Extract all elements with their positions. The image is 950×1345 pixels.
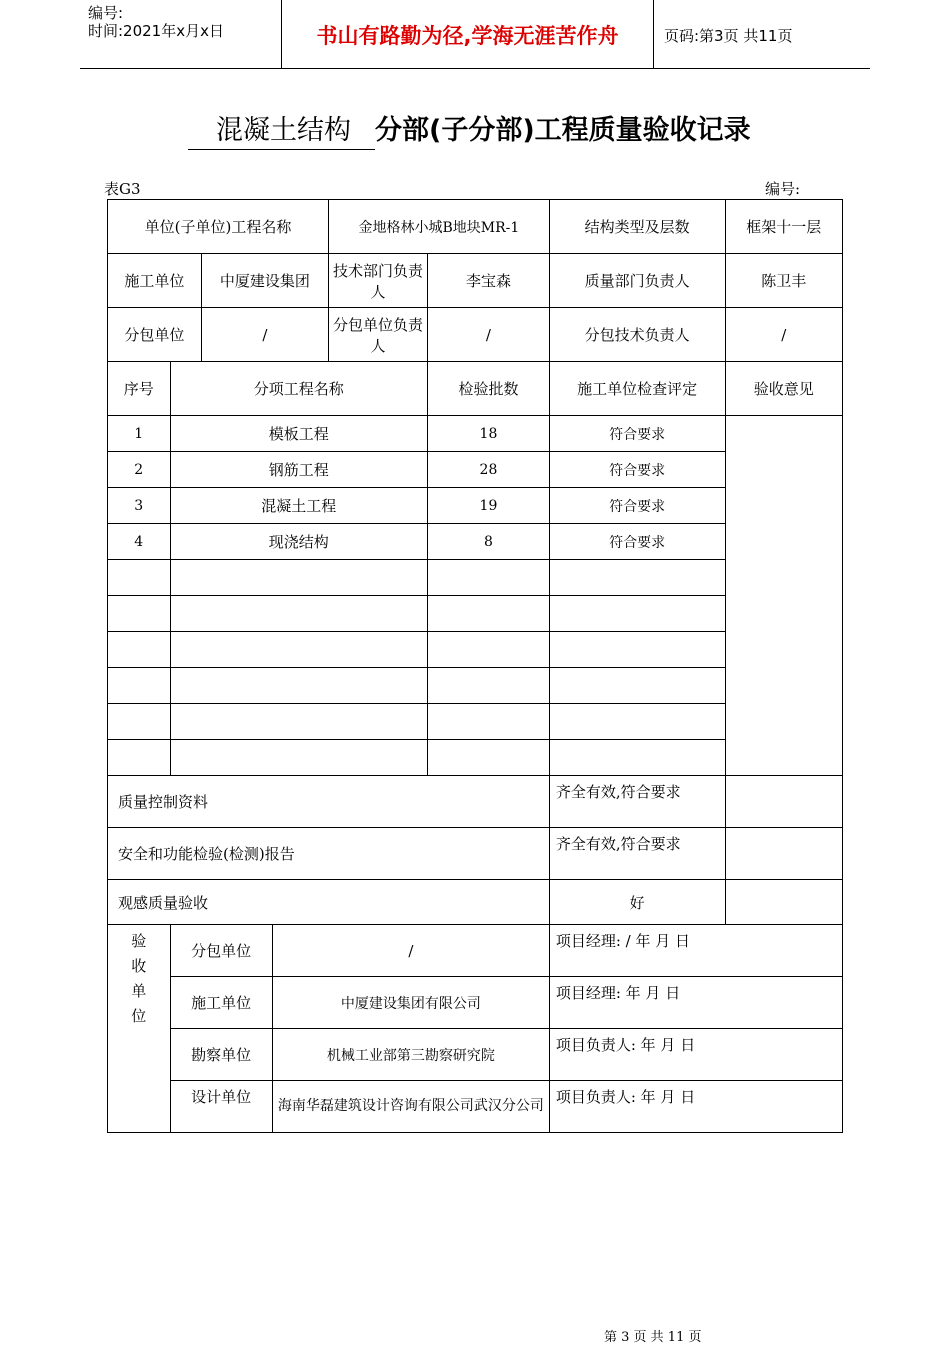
project-name-label: 单位(子单位)工程名称 bbox=[108, 200, 329, 254]
item-no: 3 bbox=[108, 488, 171, 524]
sub-tech-label: 分包技术负责人 bbox=[549, 308, 725, 362]
item-batches: 18 bbox=[428, 416, 550, 452]
safety-row bbox=[108, 828, 843, 880]
project-info-row bbox=[108, 200, 843, 254]
appearance-label: 观感质量验收 bbox=[108, 880, 550, 925]
quality-docs-row bbox=[108, 776, 843, 828]
acceptance-sign: 项目负责人: 年 月 日 bbox=[549, 1081, 842, 1133]
structure-value: 框架十一层 bbox=[725, 200, 843, 254]
page-header bbox=[80, 0, 870, 69]
acceptance-unit-label: 分包单位 bbox=[170, 925, 272, 977]
col-no: 序号 bbox=[108, 362, 171, 416]
acceptance-record-table bbox=[107, 199, 843, 1133]
acceptance-sign: 项目负责人: 年 月 日 bbox=[549, 1029, 842, 1081]
col-check: 施工单位检查评定 bbox=[549, 362, 725, 416]
sub-label: 分包单位 bbox=[108, 308, 202, 362]
table-row bbox=[108, 416, 843, 452]
table-code: 表G3 bbox=[104, 180, 141, 198]
items-header-row bbox=[108, 362, 843, 416]
time-label: 时间:2021年x月x日 bbox=[88, 22, 224, 40]
project-name: 金地格林小城B地块MR-1 bbox=[328, 200, 549, 254]
acceptance-unit: / bbox=[272, 925, 549, 977]
title-rest: 分部(子分部)工程质量验收记录 bbox=[375, 115, 751, 146]
col-opinion: 验收意见 bbox=[725, 362, 843, 416]
item-batches: 28 bbox=[428, 452, 550, 488]
title-underlined: 混凝土结构 bbox=[188, 108, 375, 150]
sub-head-label: 分包单位负责人 bbox=[328, 308, 427, 362]
item-no: 4 bbox=[108, 524, 171, 560]
structure-label: 结构类型及层数 bbox=[549, 200, 725, 254]
contractor-value: 中厦建设集团 bbox=[201, 254, 328, 308]
item-no: 2 bbox=[108, 452, 171, 488]
item-name: 模板工程 bbox=[170, 416, 428, 452]
col-item-name: 分项工程名称 bbox=[170, 362, 428, 416]
item-name: 钢筋工程 bbox=[170, 452, 428, 488]
item-name: 混凝土工程 bbox=[170, 488, 428, 524]
item-check: 符合要求 bbox=[549, 524, 725, 560]
item-check: 符合要求 bbox=[549, 488, 725, 524]
item-check: 符合要求 bbox=[549, 452, 725, 488]
acceptance-sign: 项目经理: 年 月 日 bbox=[549, 977, 842, 1029]
acceptance-row bbox=[108, 925, 843, 977]
acceptance-unit-label: 施工单位 bbox=[170, 977, 272, 1029]
sub-value: / bbox=[201, 308, 328, 362]
appearance-value: 好 bbox=[549, 880, 725, 925]
safety-value: 齐全有效,符合要求 bbox=[549, 828, 725, 880]
item-batches: 8 bbox=[428, 524, 550, 560]
page-title bbox=[188, 108, 751, 150]
quality-head-value: 陈卫丰 bbox=[725, 254, 843, 308]
col-batches: 检验批数 bbox=[428, 362, 550, 416]
acceptance-unit: 机械工业部第三勘察研究院 bbox=[272, 1029, 549, 1081]
header-page-info: 页码:第3页 共11页 bbox=[664, 27, 793, 45]
acceptance-unit-label: 设计单位 bbox=[170, 1081, 272, 1133]
sub-tech-value: / bbox=[725, 308, 843, 362]
quality-docs-label: 质量控制资料 bbox=[108, 776, 550, 828]
opinion-cell bbox=[725, 416, 843, 776]
acceptance-row bbox=[108, 1081, 843, 1133]
acceptance-unit-label: 勘察单位 bbox=[170, 1029, 272, 1081]
contractor-row bbox=[108, 254, 843, 308]
safety-label: 安全和功能检验(检测)报告 bbox=[108, 828, 550, 880]
tech-head-label: 技术部门负责人 bbox=[328, 254, 427, 308]
header-meta bbox=[88, 4, 283, 40]
header-motto: 书山有路勤为径,学海无涯苦作舟 bbox=[316, 24, 619, 48]
item-name: 现浇结构 bbox=[170, 524, 428, 560]
item-check: 符合要求 bbox=[549, 416, 725, 452]
item-no: 1 bbox=[108, 416, 171, 452]
header-divider bbox=[653, 0, 654, 68]
acceptance-row bbox=[108, 977, 843, 1029]
tech-head-value: 李宝森 bbox=[428, 254, 550, 308]
number-label: 编号: bbox=[765, 180, 801, 198]
acceptance-row bbox=[108, 1029, 843, 1081]
contractor-label: 施工单位 bbox=[108, 254, 202, 308]
quality-docs-value: 齐全有效,符合要求 bbox=[549, 776, 725, 828]
doc-no-label: 编号: bbox=[88, 4, 124, 22]
acceptance-unit: 海南华磊建筑设计咨询有限公司武汉分公司 bbox=[272, 1081, 549, 1133]
acceptance-side-label: 验收单位 bbox=[108, 925, 171, 1133]
subcontractor-row bbox=[108, 308, 843, 362]
acceptance-unit: 中厦建设集团有限公司 bbox=[272, 977, 549, 1029]
page-footer: 第 3 页 共 11 页 bbox=[604, 1330, 702, 1345]
acceptance-sign: 项目经理: / 年 月 日 bbox=[549, 925, 842, 977]
item-batches: 19 bbox=[428, 488, 550, 524]
appearance-row bbox=[108, 880, 843, 925]
quality-head-label: 质量部门负责人 bbox=[549, 254, 725, 308]
sub-head-value: / bbox=[428, 308, 550, 362]
